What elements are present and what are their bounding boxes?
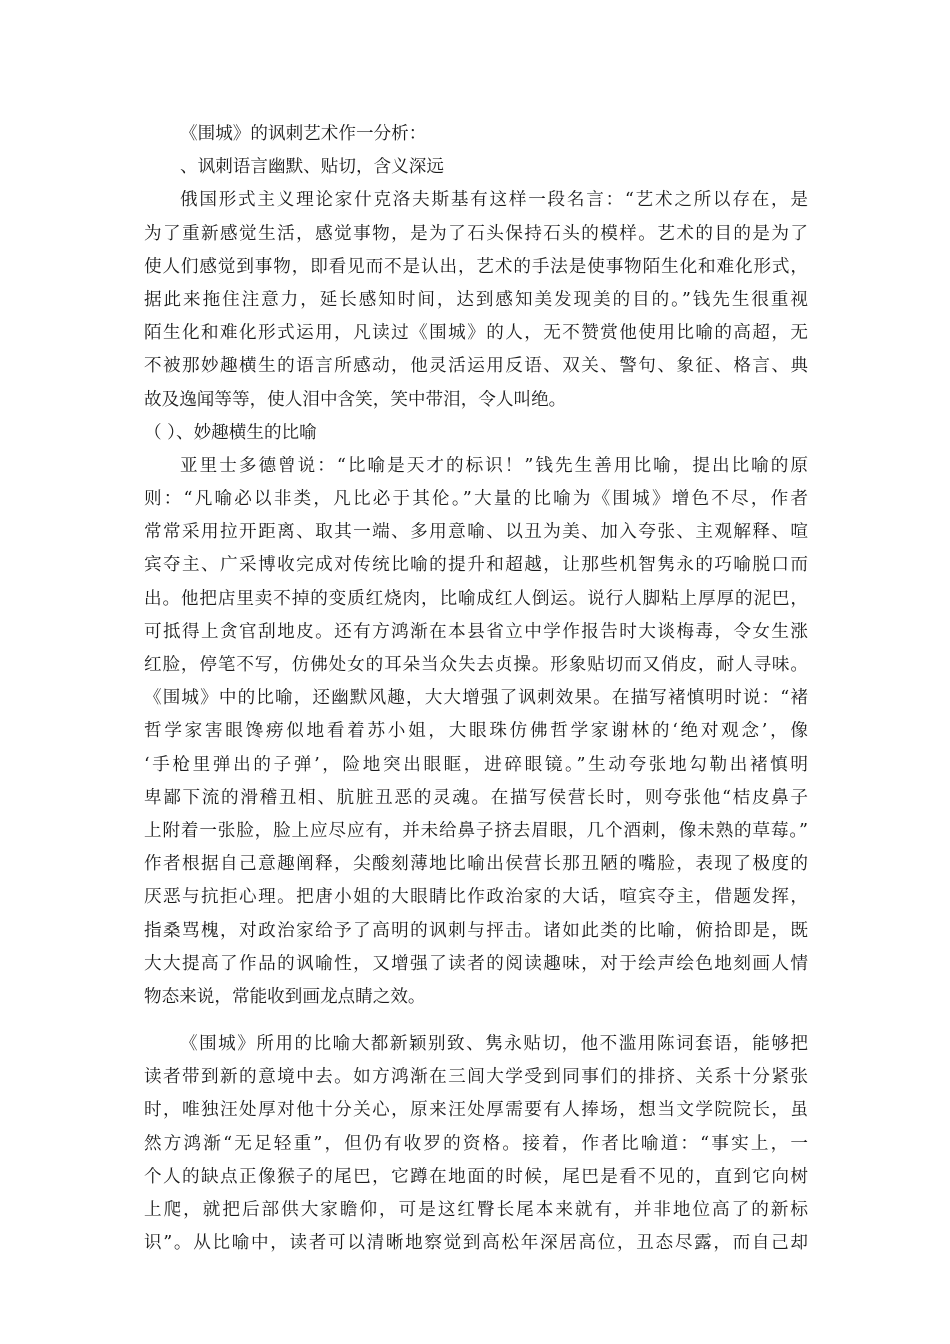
- paragraph-line: 卑鄙下流的滑稽丑相、肮脏丑恶的灵魂。在描写侯营长时，则夸张他“桔皮鼻子: [144, 787, 808, 808]
- paragraph-line: 可抵得上贪官刮地皮。还有方鸿渐在本县省立中学作报告时大谈梅毒，令女生涨: [144, 621, 808, 642]
- paragraph-line: 指桑骂槐，对政治家给予了高明的讽刺与抨击。诸如此类的比喻，俯拾即是，既: [144, 920, 808, 941]
- paragraph-line: 《围城》中的比喻，还幽默风趣，大大增强了讽刺效果。在描写褚慎明时说：“褚: [144, 688, 808, 709]
- paragraph-line: 常常采用拉开距离、取其一端、多用意喻、以丑为美、加入夸张、主观解释、喧: [144, 522, 808, 543]
- paragraph: [144, 450, 808, 1014]
- paragraph-line: 厌恶与抗拒心理。把唐小姐的大眼睛比作政治家的大话，喧宾夺主，借题发挥，: [144, 887, 808, 908]
- paragraph: [144, 184, 808, 416]
- paragraph-line: 出。他把店里卖不掉的变质红烧肉，比喻成红人倒运。说行人脚粘上厚厚的泥巴，: [144, 588, 808, 609]
- paragraph-line: 红脸，停笔不写，仿佛处女的耳朵当众失去贞操。形象贴切而又俏皮，耐人寻味。: [144, 655, 808, 675]
- paragraph-line: 故及逸闻等等，使人泪中含笑，笑中带泪，令人叫绝。: [144, 389, 567, 410]
- paragraph-line: 时，唯独汪处厚对他十分关心，原来汪处厚需要有人捧场，想当文学院院长，虽: [144, 1100, 808, 1121]
- document-body: [144, 118, 808, 1260]
- paragraph-line: 物态来说，常能收到画龙点睛之效。: [144, 986, 426, 1007]
- paragraph: [144, 1028, 808, 1260]
- paragraph-line: 不被那妙趣横生的语言所感动，他灵活运用反语、双关、警句、象征、格言、典: [144, 356, 808, 377]
- section-heading: 、讽刺语言幽默、贴切，含义深远: [180, 157, 444, 178]
- paragraph-line: 个人的缺点正像猴子的尾巴，它蹲在地面的时候，尾巴是看不见的，直到它向树: [144, 1166, 808, 1187]
- paragraph-line: 上附着一张脸，脸上应尽应有，并未给鼻子挤去眉眼，几个酒刺，像未熟的草莓。”: [144, 820, 808, 841]
- paragraph-line: 使人们感觉到事物，即看见而不是认出，艺术的手法是使事物陌生化和难化形式，: [144, 256, 808, 277]
- paragraph-line: 亚里士多德曾说：“比喻是天才的标识！”钱先生善用比喻，提出比喻的原: [180, 455, 808, 476]
- document-heading: 《围城》的讽刺艺术作一分析：: [180, 124, 427, 144]
- subsection-heading: （ ）、妙趣横生的比喻: [144, 422, 317, 443]
- paragraph-line: 据此来拖住注意力，延长感知时间，达到感知美发现美的目的。”钱先生很重视: [144, 289, 808, 310]
- paragraph-line: 然方鸿渐“无足轻重”，但仍有收罗的资格。接着，作者比喻道：“事实上，一: [144, 1133, 808, 1154]
- paragraph-line: 哲学家害眼馋痨似地看着苏小姐，大眼珠仿佛哲学家谢林的‘绝对观念’，像: [144, 721, 808, 742]
- paragraph-gap: [144, 1014, 808, 1028]
- paragraph-line: 则：“凡喻必以非类，凡比必于其伦。”大量的比喻为《围城》增色不尽，作者: [144, 489, 808, 510]
- paragraph-line: 俄国形式主义理论家什克洛夫斯基有这样一段名言：“艺术之所以存在，是: [180, 190, 808, 211]
- paragraph-line: 为了重新感觉生活，感觉事物，是为了石头保持石头的模样。艺术的目的是为了: [144, 223, 808, 244]
- paragraph-line: ‘手枪里弹出的子弹’，险地突出眼眶，进碎眼镜。”生动夸张地勾勒出褚慎明: [144, 754, 808, 775]
- paragraph-line: 大大提高了作品的讽喻性，又增强了读者的阅读趣味，对于绘声绘色地刻画人情: [144, 953, 808, 974]
- paragraph-line: 作者根据自己意趣阐释，尖酸刻薄地比喻出侯营长那丑陋的嘴脸，表现了极度的: [144, 854, 808, 875]
- paragraph-line: 《围城》所用的比喻大都新颖别致、隽永贴切，他不滥用陈词套语，能够把: [180, 1034, 808, 1055]
- paragraph-line: 宾夺主、广采博收完成对传统比喻的提升和超越，让那些机智隽永的巧喻脱口而: [144, 555, 808, 576]
- paragraph-line: 读者带到新的意境中去。如方鸿渐在三闾大学受到同事们的排挤、关系十分紧张: [144, 1067, 808, 1088]
- paragraph-line: 识”。从比喻中，读者可以清晰地察觉到高松年深居高位，丑态尽露，而自己却: [144, 1233, 808, 1254]
- paragraph-line: 上爬，就把后部供大家瞻仰，可是这红臀长尾本来就有，并非地位高了的新标: [144, 1200, 808, 1220]
- paragraph-line: 陌生化和难化形式运用，凡读过《围城》的人，无不赞赏他使用比喻的高超，无: [144, 323, 808, 344]
